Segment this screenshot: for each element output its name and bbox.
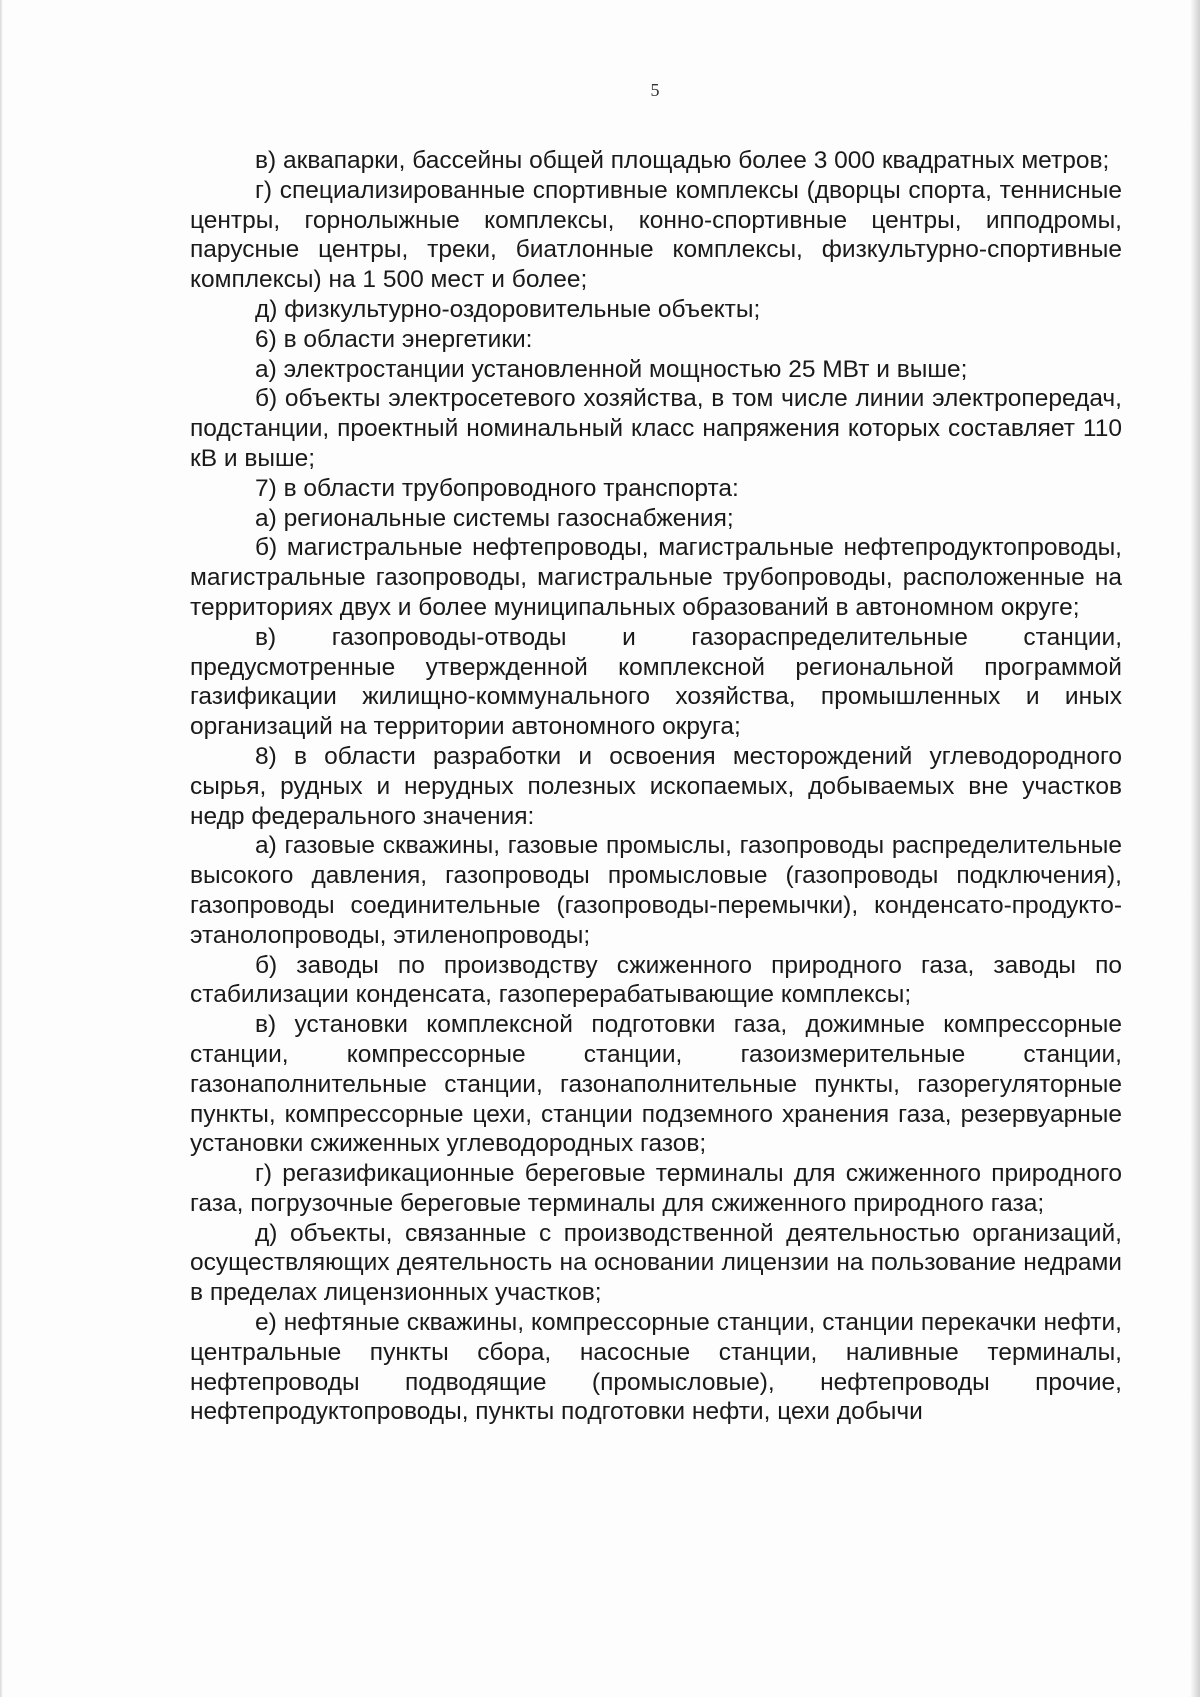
paragraph-6b-grid-objects: б) объекты электросетевого хозяйства, в том числе линии электропередач, подстанции, проектный номинальный класс напряжения которых составляет 110 кВ и выше; xyxy=(190,385,1122,472)
document-body xyxy=(190,146,1122,1427)
paragraph-8g-regas-terminals: г) регазификационные береговые терминалы для сжиженного природного газа, погрузочные береговые терминалы для сжиженного природного газа; xyxy=(190,1160,1122,1217)
paragraph-8v-gas-treatment: в) установки комплексной подготовки газа, дожимные компрессорные станции, компрессорные станции, газоизмерительные станции, газонаполнительные станции, газонаполнительные пункты, газорегуляторные пункты, компрессорные цехи, станции подземного хранения газа, резервуарные установки сжиженных углеводородных газов; xyxy=(190,1011,1122,1158)
paragraph-7b-trunk-pipelines: б) магистральные нефтепроводы, магистральные нефтепродуктопроводы, магистральные газопроводы, магистральные трубопроводы, расположенные на территориях двух и более муниципальных образований в автономном округе; xyxy=(190,534,1122,621)
paragraph-8b-lng-plants: б) заводы по производству сжиженного природного газа, заводы по стабилизации конденсата, газоперерабатывающие комплексы; xyxy=(190,951,1122,1009)
paragraph-8-deposits: 8) в области разработки и освоения месторождений углеводородного сырья, рудных и нерудных полезных ископаемых, добываемых вне участков недр федерального значения: xyxy=(190,742,1122,830)
paragraph-3v-aquaparks: в) аквапарки, бассейны общей площадью более 3 000 квадратных метров; xyxy=(255,147,1110,174)
scan-edge-left xyxy=(0,0,3,1697)
paragraph-7-pipeline-transport: 7) в области трубопроводного транспорта: xyxy=(255,474,739,502)
scan-edge-right xyxy=(1190,0,1200,1697)
paragraph-6-energy: 6) в области энергетики: xyxy=(255,325,533,353)
paragraph-3d-fitness-objects: д) физкультурно-оздоровительные объекты; xyxy=(255,295,761,323)
paragraph-8d-licensed-objects: д) объекты, связанные с производственной деятельностью организаций, осуществляющих деятельность на основании лицензии на пользование недрами в пределах лицензионных участков; xyxy=(190,1219,1122,1307)
page-number: 5 xyxy=(650,80,660,100)
paragraph-7a-gas-supply: а) региональные системы газоснабжения; xyxy=(255,504,734,532)
paragraph-7v-gas-branches: в) газопроводы-отводы и газораспределительные станции, предусмотренные утвержденной комплексной региональной программой газификации жилищно-коммунального хозяйства, промышленных и иных организаций на территории автономного округа; xyxy=(190,623,1122,741)
paragraph-8e-oil-wells: е) нефтяные скважины, компрессорные станции, станции перекачки нефти, центральные пункты сбора, насосные станции, наливные терминалы, нефтепроводы подводящие (промысловые), нефтепроводы прочие, нефтепродуктопроводы, пункты подготовки нефти, цехи добычи xyxy=(190,1309,1122,1426)
paragraph-6a-power-plants: а) электростанции установленной мощностью 25 МВт и выше; xyxy=(255,355,968,383)
paragraph-8a-gas-wells: а) газовые скважины, газовые промыслы, газопроводы распределительные высокого давления, газопроводы промысловые (газопроводы подключения), газопроводы соединительные (газопроводы-перемычки), конденсато-продукто-этанолопроводы, этиленопроводы; xyxy=(190,832,1122,949)
paragraph-3g-sports-complexes: г) специализированные спортивные комплексы (дворцы спорта, теннисные центры, горнолыжные комплексы, конно-спортивные центры, ипподромы, парусные центры, треки, биатлонные комплексы, физкультурно-спортивные комплексы) на 1 500 мест и более; xyxy=(190,176,1122,294)
